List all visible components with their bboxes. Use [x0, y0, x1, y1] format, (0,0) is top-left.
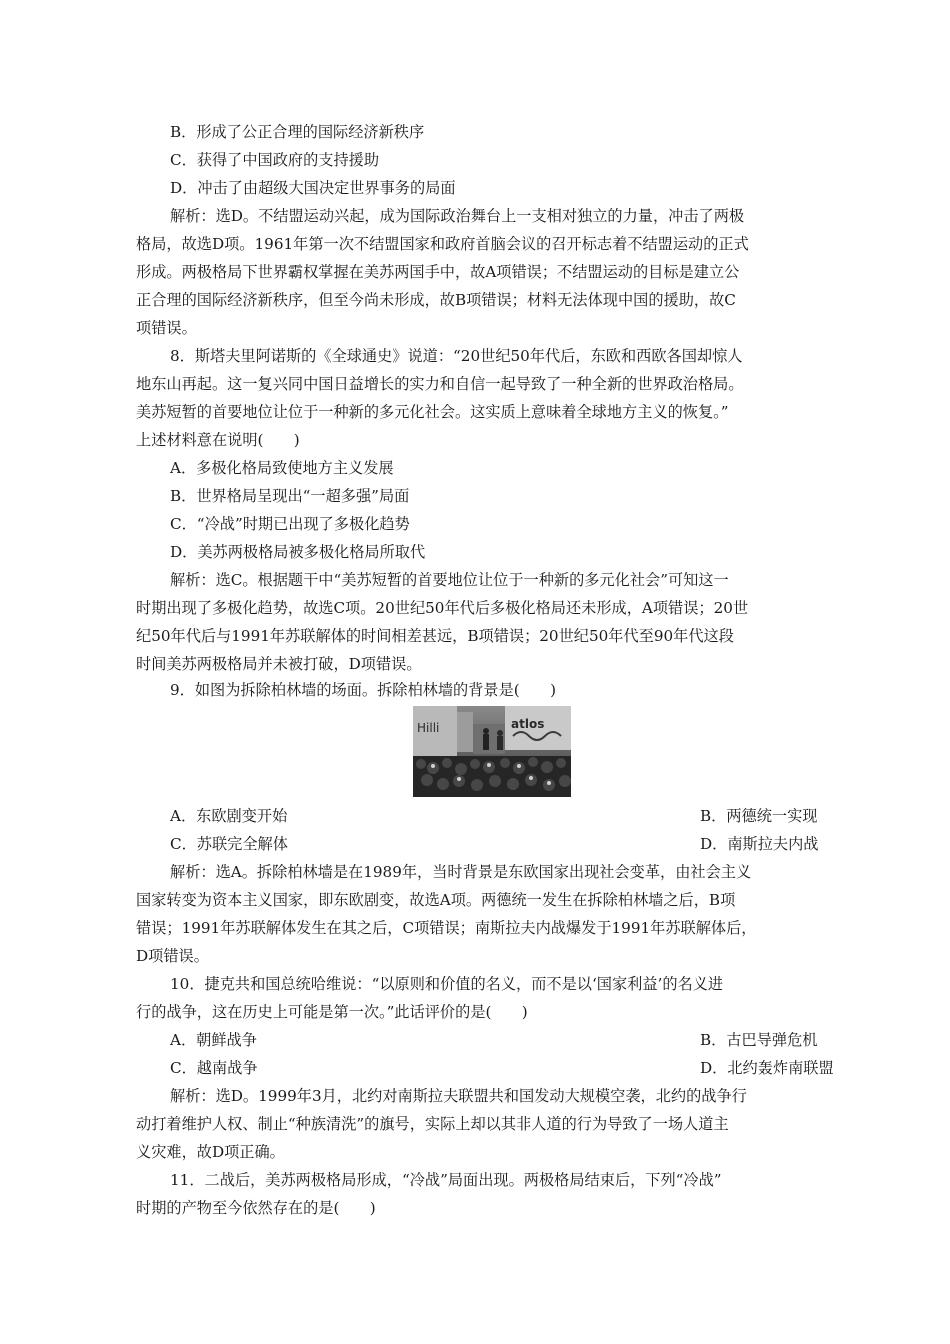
q7-option-b: B．形成了公正合理的国际经济新秩序 [170, 123, 425, 141]
q10-stem-line: 10．捷克共和国总统哈维说：“以原则和价值的名义，而不是以‘国家利益’的名义进 [170, 975, 724, 993]
q8-option-c: C．“冷战”时期已出现了多极化趋势 [170, 515, 410, 533]
q7-analysis-line: 形成。两极格局下世界霸权掌握在美苏两国手中，故A项错误；不结盟运动的目标是建立公 [136, 263, 740, 281]
q10-option-b: B．古巴导弹危机 [700, 1031, 818, 1049]
q7-option-d: D．冲击了由超级大国决定世界事务的局面 [170, 179, 456, 197]
q7-analysis-line: 格局，故选D项。1961年第一次不结盟国家和政府首脑会议的召开标志着不结盟运动的正式 [136, 235, 749, 253]
q8-stem-line: 地东山再起。这一复兴同中国日益增长的实力和自信一起导致了一种全新的世界政治格局。 [136, 375, 744, 393]
graffiti-text-right: atlos [511, 717, 545, 731]
q8-stem-line: 8．斯塔夫里阿诺斯的《全球通史》说道：“20世纪50年代后，东欧和西欧各国却惊人 [170, 347, 743, 365]
q9-option-d: D．南斯拉夫内战 [700, 835, 819, 853]
q10-stem-line: 行的战争，这在历史上可能是第一次。”此话评价的是( ) [136, 1003, 528, 1021]
q8-option-a: A．多极化格局致使地方主义发展 [170, 459, 394, 477]
graffiti-text-left: Hilli [417, 721, 440, 735]
q10-analysis-line: 解析：选D。1999年3月，北约对南斯拉夫联盟共和国发动大规模空袭，北约的战争行 [170, 1087, 747, 1105]
q8-option-d: D．美苏两极格局被多极化格局所取代 [170, 543, 426, 561]
q8-analysis-line: 时间美苏两极格局并未被打破，D项错误。 [136, 655, 422, 673]
q8-analysis-line: 解析：选C。根据题干中“美苏短暂的首要地位让位于一种新的多元化社会”可知这一 [170, 571, 729, 589]
q10-option-a: A．朝鲜战争 [170, 1031, 257, 1049]
q8-analysis-line: 时期出现了多极化趋势，故选C项。20世纪50年代后多极化格局还未形成，A项错误；20世 [136, 599, 749, 617]
q8-stem-line: 美苏短暂的首要地位让位于一种新的多元化社会。这实质上意味着全球地方主义的恢复。” [136, 403, 729, 421]
q9-option-c: C．苏联完全解体 [170, 835, 288, 853]
q10-analysis-line: 动打着维护人权、制止“种族清洗”的旗号，实际上却以其非人道的行为导致了一场人道主 [136, 1115, 729, 1133]
q10-options-row-1 [170, 1030, 860, 1050]
q9-options-row-2 [170, 834, 860, 854]
q7-analysis-line: 正合理的国际经济新秩序，但至今尚未形成，故B项错误；材料无法体现中国的援助，故C [136, 291, 736, 309]
q10-option-c: C．越南战争 [170, 1059, 258, 1077]
q9-option-a: A．东欧剧变开始 [170, 807, 288, 825]
q9-analysis-line: 国家转变为资本主义国家，即东欧剧变，故选A项。两德统一发生在拆除柏林墙之后，B项 [136, 891, 736, 909]
q9-option-b: B．两德统一实现 [700, 807, 818, 825]
q9-options-row-1 [170, 806, 860, 826]
berlin-wall-photo [413, 706, 571, 797]
q9-analysis-line: 解析：选A。拆除柏林墙是在1989年，当时背景是东欧国家出现社会变革，由社会主义 [170, 863, 752, 881]
q7-option-c: C．获得了中国政府的支持援助 [170, 151, 380, 169]
q8-option-b: B．世界格局呈现出“一超多强”局面 [170, 487, 410, 505]
q7-analysis-line: 解析：选D。不结盟运动兴起，成为国际政治舞台上一支相对独立的力量，冲击了两极 [170, 207, 745, 225]
q9-analysis-line: D项错误。 [136, 947, 209, 965]
q10-option-d: D．北约轰炸南联盟 [700, 1059, 834, 1077]
q8-analysis-line: 纪50年代后与1991年苏联解体的时间相差甚远，B项错误；20世纪50年代至90年代这段 [136, 627, 734, 645]
q11-stem-line: 11．二战后，美苏两极格局形成，“冷战”局面出现。两极格局结束后，下列“冷战” [170, 1171, 722, 1189]
q8-stem-line: 上述材料意在说明( ) [136, 431, 300, 449]
q10-options-row-2 [170, 1058, 860, 1078]
q9-stem: 9．如图为拆除柏林墙的场面。拆除柏林墙的背景是( ) [170, 681, 557, 699]
q9-analysis-line: 错误；1991年苏联解体发生在其之后，C项错误；南斯拉夫内战爆发于1991年苏联解体后， [136, 919, 757, 937]
q10-analysis-line: 义灾难，故D项正确。 [136, 1143, 285, 1161]
q7-analysis-line: 项错误。 [136, 319, 197, 337]
q11-stem-line: 时期的产物至今依然存在的是( ) [136, 1199, 376, 1217]
